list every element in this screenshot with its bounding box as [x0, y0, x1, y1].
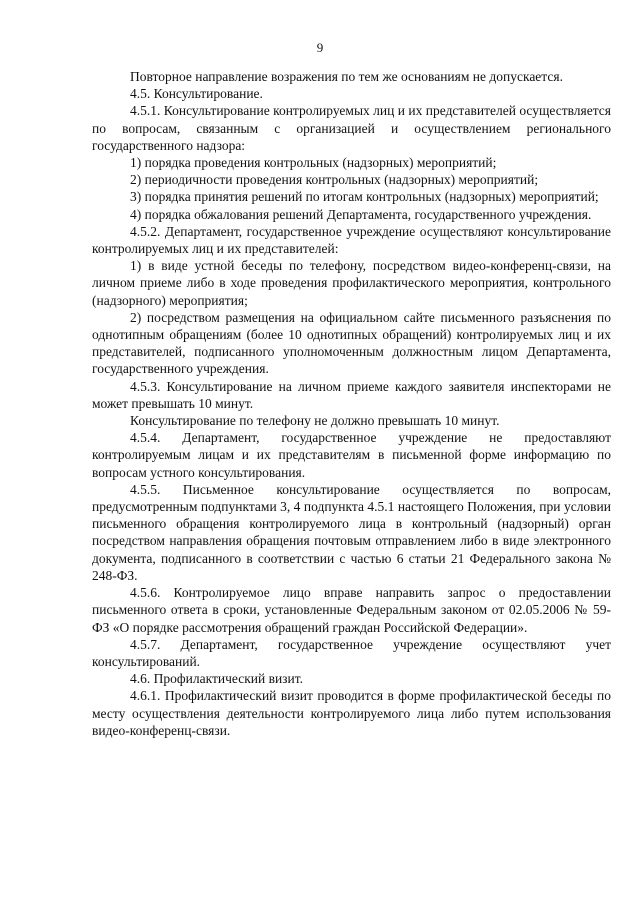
- paragraph-phone-consulting: Консультирование по телефону не должно превышать 10 минут.: [130, 413, 500, 429]
- paragraph-4-6-1: 4.6.1. Профилактический визит проводится в форме профилактической беседы по месту осуществления деятельности контролируемого лица либо путем использования видео-конференц-связи.: [92, 688, 611, 738]
- paragraph-4-5-1: 4.5.1. Консультирование контролируемых лиц и их представителей осуществляется по вопросам, связанным с организацией и осуществлением регионального государственного надзора:: [92, 103, 611, 153]
- list-item-4-5-2-2: 2) посредством размещения на официальном сайте письменного разъяснения по однотипным обращениям (более 10 однотипных обращений) контролируемых лиц и их представителей, подписанного уполномоченным должностным лицом Департамента, государственного учреждения.: [92, 309, 611, 377]
- section-heading-preventive-visit: 4.6. Профилактический визит.: [130, 671, 303, 687]
- paragraph-4-5-2: 4.5.2. Департамент, государственное учреждение осуществляют консультирование контролируемых лиц и их представителей:: [92, 223, 611, 257]
- page-number: 9: [316, 40, 324, 55]
- document-body: [92, 68, 611, 739]
- paragraph-4-5-7: 4.5.7. Департамент, государственное учреждение осуществляют учет консультирований.: [92, 636, 611, 669]
- list-item-4-5-1-4: 4) порядка обжалования решений Департамента, государственного учреждения.: [130, 206, 592, 222]
- list-item-4-5-1-1: 1) порядка проведения контрольных (надзорных) мероприятий;: [130, 155, 497, 171]
- section-heading-consulting: 4.5. Консультирование.: [130, 86, 263, 102]
- list-item-4-5-1-3: 3) порядка принятия решений по итогам контрольных (надзорных) мероприятий;: [130, 189, 599, 205]
- paragraph-4-5-6: 4.5.6. Контролируемое лицо вправе направить запрос о предоставлении письменного ответа в сроки, установленные Федеральным законом от 02.05.2006 № 59-ФЗ «О порядке рассмотрения обращений граждан Российской Федерации».: [92, 585, 611, 635]
- paragraph-objection-repeat: Повторное направление возражения по тем же основаниям не допускается.: [130, 69, 563, 84]
- paragraph-4-5-5: 4.5.5. Письменное консультирование осуществляется по вопросам, предусмотренным подпунктами 3, 4 подпункта 4.5.1 настоящего Положения, при условии письменного обращения контролируемого лица в контрольный (надзорный) орган посредством направления обращения почтовым отправлением либо в виде электронного документа, подписанного в соответствии с частью 6 статьи 21 Федерального закона № 248-ФЗ.: [92, 481, 611, 583]
- paragraph-4-5-4: 4.5.4. Департамент, государственное учреждение не предоставляют контролируемым лицам и их представителям в письменной форме информацию по вопросам устного консультирования.: [92, 430, 611, 480]
- list-item-4-5-2-1: 1) в виде устной беседы по телефону, посредством видео-конференц-связи, на личном приеме либо в ходе проведения профилактического мероприятия, контрольного (надзорного) мероприятия;: [92, 258, 611, 308]
- list-item-4-5-1-2: 2) периодичности проведения контрольных (надзорных) мероприятий;: [130, 172, 539, 188]
- paragraph-4-5-3: 4.5.3. Консультирование на личном приеме каждого заявителя инспекторами не может превышать 10 минут.: [92, 378, 611, 411]
